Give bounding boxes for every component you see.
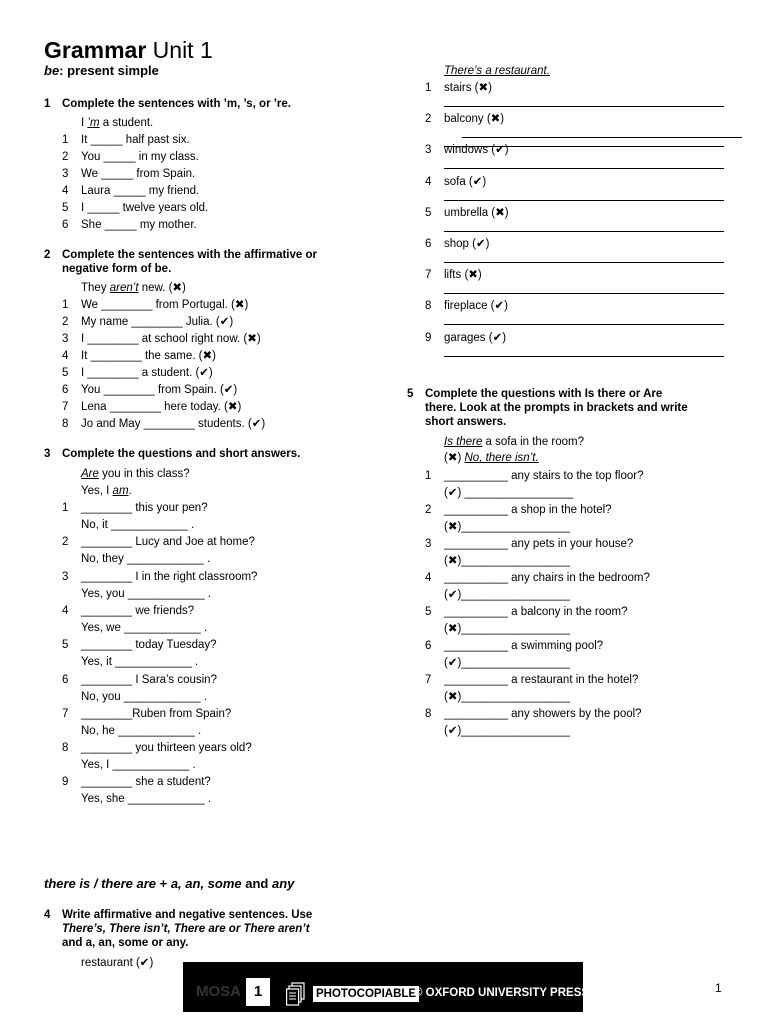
item-answer: (✖)_________________: [444, 521, 571, 533]
item-number: 9: [62, 776, 69, 789]
item-answer: (✖)_________________: [444, 691, 571, 703]
item-number: 2: [62, 536, 69, 549]
item-sentence: I _____ twelve years old.: [81, 202, 209, 214]
item-sentence: My name ________ Julia. (✔): [81, 316, 234, 328]
answer-line[interactable]: [444, 262, 724, 263]
item-number: 3: [425, 538, 432, 550]
item-number: 4: [425, 572, 432, 584]
item-number: 3: [62, 333, 69, 345]
answer-line[interactable]: [444, 200, 724, 201]
answer-line[interactable]: [444, 106, 724, 107]
item-number: 9: [425, 331, 432, 344]
item-question: __________ a shop in the hotel?: [444, 504, 612, 516]
item-number: 4: [62, 185, 69, 197]
item-number: 2: [62, 151, 69, 163]
item-number: 4: [425, 175, 432, 188]
item-prompt: shop (✔): [444, 238, 490, 250]
item-number: 8: [425, 708, 432, 720]
exercise-instruction-line-1: Write affirmative and negative sentences. Use: [62, 909, 313, 921]
item-sentence: Jo and May ________ students. (✔): [81, 418, 266, 430]
exercise-number: 2: [44, 249, 51, 261]
item-number: 3: [425, 144, 432, 157]
exercise-instruction-line-1: Complete the sentences with the affirmative or: [62, 249, 317, 261]
item-number: 1: [425, 82, 432, 94]
publisher-label: © OXFORD UNIVERSITY PRESS: [414, 987, 590, 999]
item-question: ________ I Sara’s cousin?: [81, 673, 217, 686]
item-number: 4: [62, 604, 69, 617]
item-number: 5: [425, 206, 432, 219]
item-question: __________ a swimming pool?: [444, 640, 604, 652]
item-answer: No, they ____________ .: [81, 553, 211, 566]
item-answer: (✔)_________________: [444, 657, 571, 669]
item-number: 6: [62, 384, 69, 396]
page-title: Grammar Unit 1: [44, 37, 213, 63]
item-number: 5: [62, 639, 69, 652]
item-question: ________ Lucy and Joe at home?: [81, 536, 255, 549]
example-answer: Yes, I am.: [81, 485, 132, 497]
exercise-instruction: Complete the sentences with ’m, ’s, or ’re.: [62, 98, 291, 110]
item-number: 5: [62, 367, 69, 379]
item-question: ________ I in the right classroom?: [81, 570, 258, 583]
item-number: 7: [425, 269, 432, 282]
answer-line[interactable]: [444, 324, 724, 325]
exercise-prompt: restaurant (✔): [81, 957, 154, 969]
item-answer: No, you ____________ .: [81, 690, 207, 703]
item-prompt: sofa (✔): [444, 175, 487, 188]
item-number: 7: [425, 674, 432, 686]
item-sentence: It ________ the same. (✖): [81, 350, 216, 362]
item-sentence: Laura _____ my friend.: [81, 185, 200, 197]
item-prompt: fireplace (✔): [444, 300, 508, 313]
item-sentence: You _____ in my class.: [81, 151, 199, 163]
item-sentence: We _____ from Spain.: [81, 168, 196, 180]
item-sentence: She _____ my mother.: [81, 219, 197, 231]
item-prompt: lifts (✖): [444, 269, 482, 282]
item-answer: Yes, she ____________ .: [81, 793, 212, 806]
item-number: 2: [425, 113, 432, 126]
item-number: 1: [62, 502, 69, 514]
item-sentence: I ________ at school right now. (✖): [81, 333, 261, 345]
item-question: __________ a balcony in the room?: [444, 606, 628, 618]
page-subtitle: be: present simple: [44, 63, 159, 78]
item-number: 6: [425, 238, 432, 250]
item-question: __________ any chairs in the bedroom?: [444, 572, 650, 584]
example-answer: (✖) No, there isn’t.: [444, 452, 539, 464]
item-question: ________ you thirteen years old?: [81, 742, 252, 755]
item-prompt: windows (✔): [444, 144, 509, 157]
item-answer: No, he ____________ .: [81, 724, 202, 737]
item-number: 8: [425, 300, 432, 313]
page-number: 1: [715, 981, 722, 995]
item-number: 3: [62, 168, 69, 180]
item-sentence: I ________ a student. (✔): [81, 367, 213, 379]
item-answer: Yes, I ____________ .: [81, 759, 196, 772]
item-number: 8: [62, 742, 69, 755]
item-question: __________ a restaurant in the hotel?: [444, 674, 639, 686]
example-sentence: There’s a restaurant.: [444, 65, 550, 77]
item-answer: (✔) _________________: [444, 487, 574, 499]
answer-line[interactable]: [444, 231, 724, 232]
example-question: Are you in this class?: [81, 468, 190, 480]
item-question: __________ any pets in your house?: [444, 538, 634, 550]
exercise-instruction-line-2: there. Look at the prompts in brackets and write: [425, 402, 688, 414]
answer-line[interactable]: [444, 356, 724, 357]
item-question: ________ she a student?: [81, 776, 211, 789]
exercise-number: 5: [407, 388, 414, 400]
item-answer: (✔)_________________: [444, 725, 571, 737]
item-number: 6: [62, 219, 69, 231]
item-number: 7: [62, 707, 69, 720]
exercise-instruction-line-2: negative form of be.: [62, 263, 172, 275]
photocopy-icon: [286, 982, 306, 1006]
item-number: 2: [425, 504, 432, 516]
item-number: 8: [62, 418, 69, 430]
item-question: ________Ruben from Spain?: [81, 707, 232, 720]
item-sentence: We ________ from Portugal. (✖): [81, 299, 249, 311]
item-question: ________ we friends?: [81, 604, 195, 617]
answer-line[interactable]: [462, 137, 742, 138]
item-number: 2: [62, 316, 69, 328]
item-number: 1: [62, 134, 69, 146]
item-question: __________ any showers by the pool?: [444, 708, 642, 720]
item-answer: (✔)_________________: [444, 589, 571, 601]
photocopiable-label: PHOTOCOPIABLE: [313, 986, 419, 1002]
exercise-instruction: Complete the questions and short answers.: [62, 448, 301, 460]
item-number: 5: [425, 606, 432, 618]
item-prompt: balcony (✖): [444, 113, 505, 126]
item-number: 1: [62, 299, 69, 311]
item-answer: Yes, we ____________ .: [81, 621, 208, 634]
exercise-instruction-line-1: Complete the questions with Is there or Are: [425, 388, 663, 400]
item-number: 7: [62, 401, 69, 413]
item-number: 3: [62, 570, 69, 583]
item-answer: (✖)_________________: [444, 555, 571, 567]
item-sentence: It _____ half past six.: [81, 134, 190, 146]
example-question: Is there a sofa in the room?: [444, 436, 585, 448]
item-sentence: Lena ________ here today. (✖): [81, 401, 242, 413]
answer-line[interactable]: [444, 168, 724, 169]
item-answer: (✖)_________________: [444, 623, 571, 635]
exercise-instruction-line-3: and a, an, some or any.: [62, 937, 189, 949]
item-question: ________ today Tuesday?: [81, 639, 217, 652]
answer-line[interactable]: [444, 293, 724, 294]
example-sentence: I ’m a student.: [81, 117, 154, 129]
example-sentence: They aren’t new. (✖): [81, 282, 186, 294]
exercise-number: 1: [44, 98, 51, 110]
mosa-label: MOSA: [196, 983, 241, 1000]
item-answer: Yes, you ____________ .: [81, 587, 212, 600]
item-answer: Yes, it ____________ .: [81, 656, 199, 669]
exercise-number: 4: [44, 909, 51, 921]
item-question: ________ this your pen?: [81, 502, 208, 514]
exercise-instruction-line-3: short answers.: [425, 416, 507, 428]
item-number: 4: [62, 350, 69, 362]
section-heading: there is / there are + a, an, some and any: [44, 876, 295, 891]
item-prompt: stairs (✖): [444, 82, 492, 94]
item-question: __________ any stairs to the top floor?: [444, 470, 644, 482]
exercise-number: 3: [44, 448, 51, 460]
item-sentence: You ________ from Spain. (✔): [81, 384, 238, 396]
item-number: 1: [425, 470, 432, 482]
item-number: 6: [425, 640, 432, 652]
item-prompt: garages (✔): [444, 331, 507, 344]
item-answer: No, it ____________ .: [81, 519, 195, 531]
item-number: 6: [62, 673, 69, 686]
item-prompt: umbrella (✖): [444, 206, 509, 219]
exercise-instruction-line-2: There’s, There isn’t, There are or There aren’t: [62, 923, 310, 935]
item-number: 5: [62, 202, 69, 214]
unit-number-box: 1: [246, 978, 270, 1006]
